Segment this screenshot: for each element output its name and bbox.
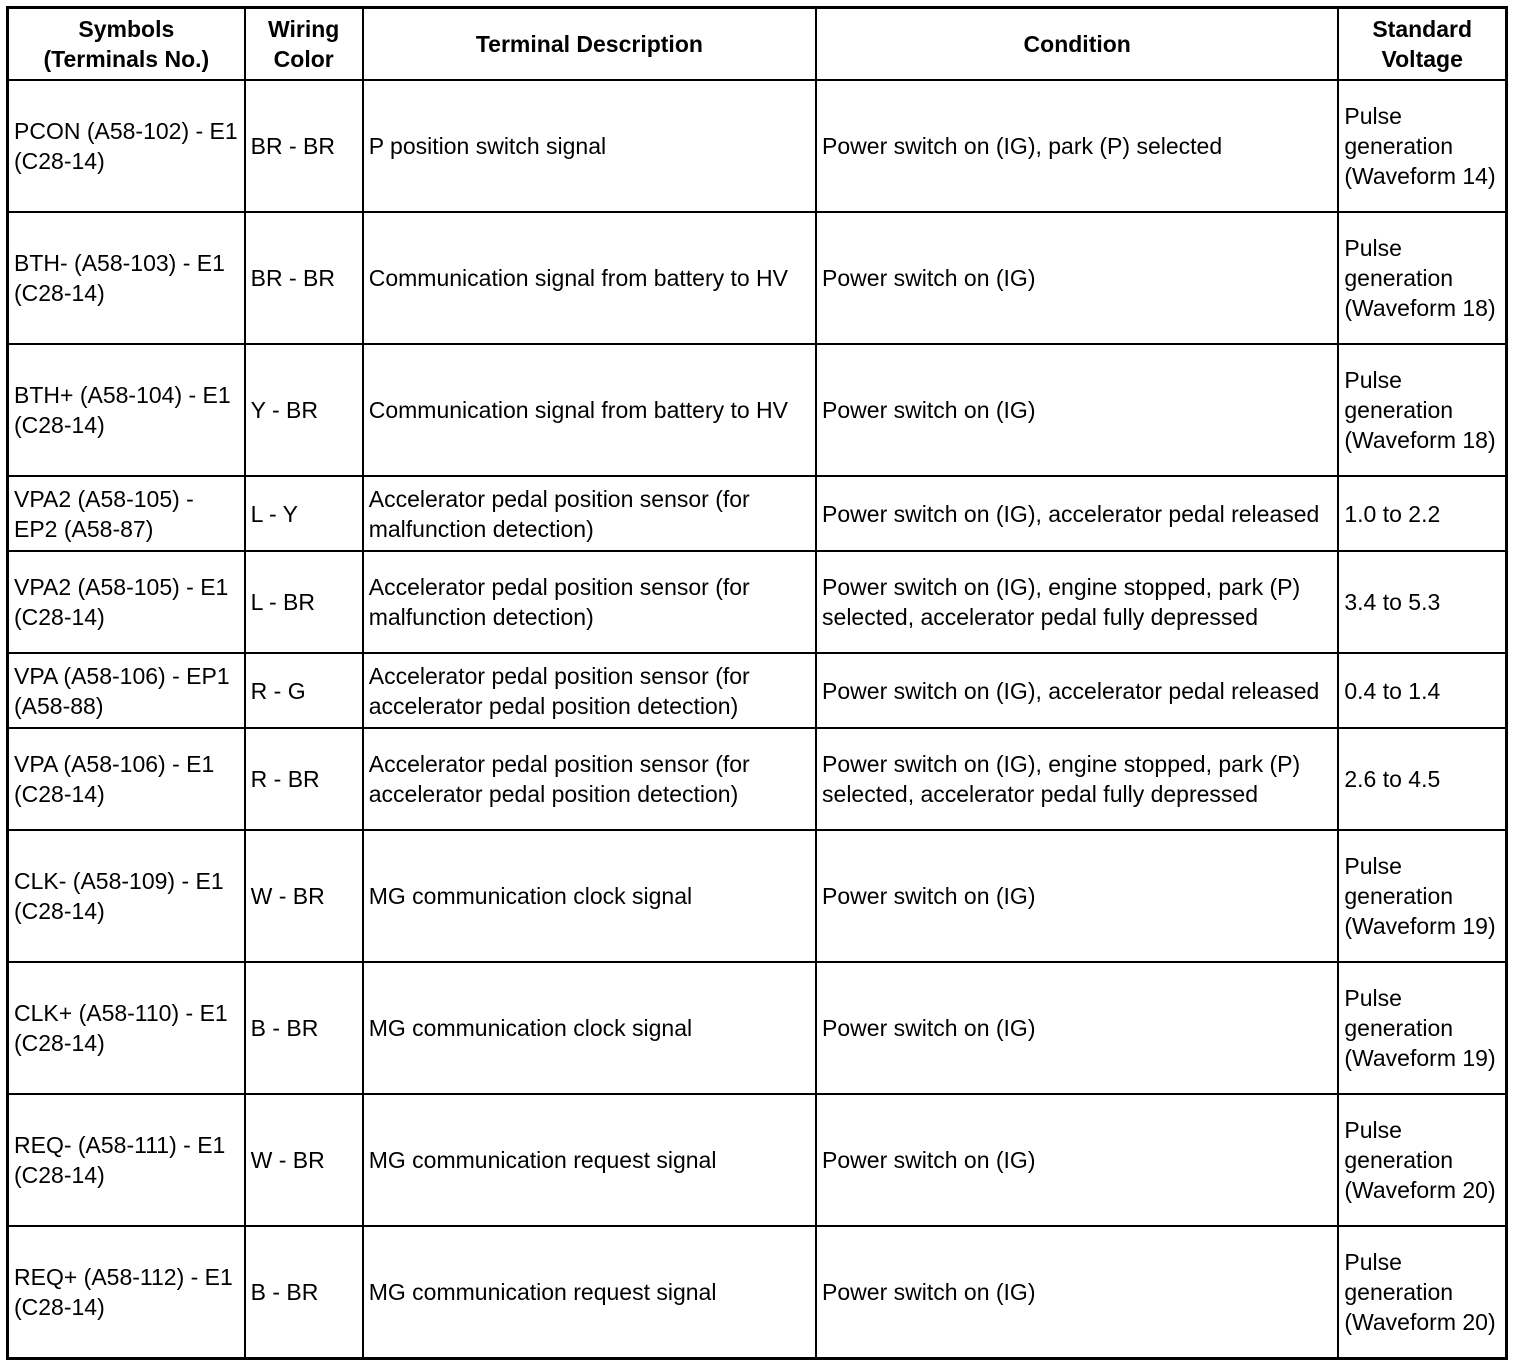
header-wiring-line1: Wiring [268,16,340,42]
cell-wiring-color: R - BR [245,728,363,830]
cell-description: MG communication request signal [363,1226,816,1359]
cell-description: Accelerator pedal position sensor (for malfunction detection) [363,476,816,551]
table-row [8,728,1507,830]
table-row [8,653,1507,728]
table-row [8,551,1507,653]
table-row [8,830,1507,962]
cell-condition: Power switch on (IG) [816,962,1338,1094]
cell-condition: Power switch on (IG), engine stopped, park (P) selected, accelerator pedal fully depressed [816,551,1338,653]
cell-condition: Power switch on (IG) [816,212,1338,344]
header-voltage-line2: Voltage [1381,46,1463,72]
cell-description: Communication signal from battery to HV [363,344,816,476]
cell-voltage: 0.4 to 1.4 [1338,653,1506,728]
cell-wiring-color: B - BR [245,962,363,1094]
cell-condition: Power switch on (IG) [816,830,1338,962]
terminal-table [6,6,1508,1360]
header-standard-voltage [1338,8,1506,81]
cell-condition: Power switch on (IG) [816,344,1338,476]
cell-description: Accelerator pedal position sensor (for accelerator pedal position detection) [363,728,816,830]
cell-description: MG communication clock signal [363,830,816,962]
cell-wiring-color: W - BR [245,1094,363,1226]
cell-voltage: 3.4 to 5.3 [1338,551,1506,653]
cell-wiring-color: BR - BR [245,212,363,344]
cell-description: Communication signal from battery to HV [363,212,816,344]
cell-wiring-color: BR - BR [245,80,363,212]
cell-condition: Power switch on (IG), park (P) selected [816,80,1338,212]
table-row [8,962,1507,1094]
header-wiring-line2: Color [273,46,334,72]
cell-wiring-color: L - BR [245,551,363,653]
cell-symbols: REQ- (A58-111) - E1 (C28-14) [8,1094,245,1226]
cell-symbols: CLK+ (A58-110) - E1 (C28-14) [8,962,245,1094]
table-row [8,344,1507,476]
header-symbols [8,8,245,81]
cell-description: Accelerator pedal position sensor (for accelerator pedal position detection) [363,653,816,728]
cell-voltage: Pulse generation (Waveform 18) [1338,344,1506,476]
header-condition: Condition [816,8,1338,81]
cell-voltage: Pulse generation (Waveform 20) [1338,1226,1506,1359]
cell-description: MG communication clock signal [363,962,816,1094]
table-row [8,1226,1507,1359]
cell-voltage: Pulse generation (Waveform 19) [1338,830,1506,962]
cell-voltage: Pulse generation (Waveform 19) [1338,962,1506,1094]
cell-symbols: CLK- (A58-109) - E1 (C28-14) [8,830,245,962]
cell-voltage: 2.6 to 4.5 [1338,728,1506,830]
cell-symbols: PCON (A58-102) - E1 (C28-14) [8,80,245,212]
cell-wiring-color: W - BR [245,830,363,962]
cell-description: P position switch signal [363,80,816,212]
table-row [8,212,1507,344]
header-wiring-color [245,8,363,81]
header-row [8,8,1507,81]
table-row [8,1094,1507,1226]
cell-wiring-color: B - BR [245,1226,363,1359]
cell-wiring-color: L - Y [245,476,363,551]
cell-condition: Power switch on (IG), accelerator pedal released [816,653,1338,728]
cell-description: Accelerator pedal position sensor (for malfunction detection) [363,551,816,653]
cell-symbols: VPA2 (A58-105) - EP2 (A58-87) [8,476,245,551]
cell-condition: Power switch on (IG) [816,1226,1338,1359]
cell-description: MG communication request signal [363,1094,816,1226]
cell-symbols: VPA (A58-106) - E1 (C28-14) [8,728,245,830]
cell-symbols: BTH- (A58-103) - E1 (C28-14) [8,212,245,344]
table-row [8,476,1507,551]
cell-voltage: Pulse generation (Waveform 14) [1338,80,1506,212]
header-voltage-line1: Standard [1372,16,1473,42]
header-terminal-description: Terminal Description [363,8,816,81]
cell-condition: Power switch on (IG) [816,1094,1338,1226]
cell-voltage: 1.0 to 2.2 [1338,476,1506,551]
cell-condition: Power switch on (IG), accelerator pedal released [816,476,1338,551]
cell-condition: Power switch on (IG), engine stopped, park (P) selected, accelerator pedal fully depressed [816,728,1338,830]
cell-symbols: BTH+ (A58-104) - E1 (C28-14) [8,344,245,476]
table-row [8,80,1507,212]
cell-wiring-color: Y - BR [245,344,363,476]
cell-voltage: Pulse generation (Waveform 20) [1338,1094,1506,1226]
cell-wiring-color: R - G [245,653,363,728]
cell-voltage: Pulse generation (Waveform 18) [1338,212,1506,344]
cell-symbols: VPA2 (A58-105) - E1 (C28-14) [8,551,245,653]
cell-symbols: REQ+ (A58-112) - E1 (C28-14) [8,1226,245,1359]
cell-symbols: VPA (A58-106) - EP1 (A58-88) [8,653,245,728]
header-symbols-line2: (Terminals No.) [43,46,210,72]
header-symbols-line1: Symbols [78,16,175,42]
